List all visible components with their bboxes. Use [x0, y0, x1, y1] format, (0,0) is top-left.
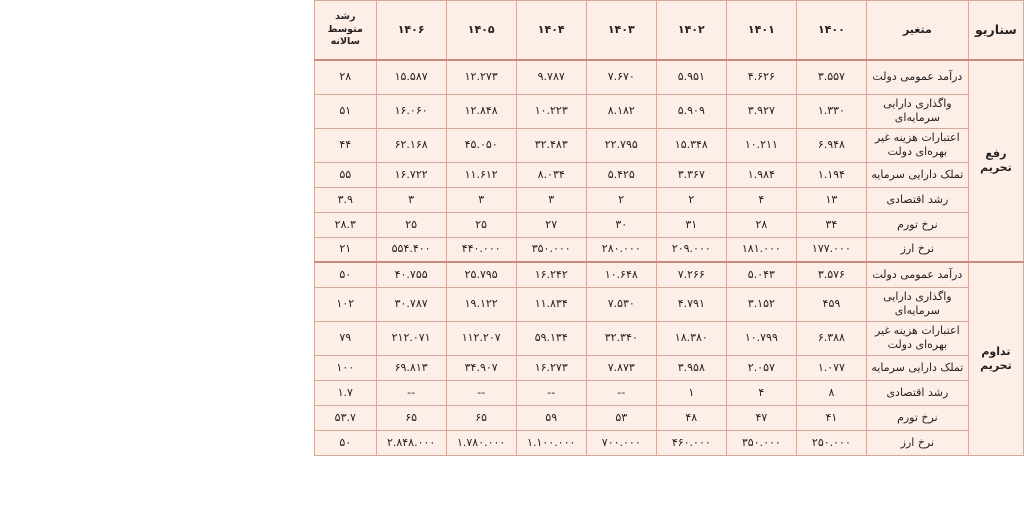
cell-value: ۱۷۷.۰۰۰: [796, 237, 866, 262]
cell-value: ۱۹.۱۲۲: [446, 287, 516, 321]
cell-value: ۶۵: [376, 405, 446, 430]
cell-value: ۲: [586, 187, 656, 212]
cell-value: --: [446, 380, 516, 405]
table-row: [315, 128, 1024, 162]
cell-value: ۱.۷۸۰.۰۰۰: [446, 430, 516, 455]
scenario-projection-table: [314, 0, 1024, 456]
cell-growth: ۲۱: [315, 237, 377, 262]
cell-value: ۳۵۰.۰۰۰: [516, 237, 586, 262]
cell-value: ۷.۸۷۳: [586, 355, 656, 380]
cell-value: ۱۲.۸۴۸: [446, 94, 516, 128]
header-year-1403: ۱۴۰۳: [586, 1, 656, 61]
table-row: [315, 355, 1024, 380]
cell-growth: ۳.۹: [315, 187, 377, 212]
header-year-1400: ۱۴۰۰: [796, 1, 866, 61]
cell-value: --: [586, 380, 656, 405]
cell-value: ۱.۹۸۴: [726, 162, 796, 187]
table-row: [315, 262, 1024, 287]
variable-label: تملک دارایی سرمایه: [866, 162, 968, 187]
cell-value: ۵۹: [516, 405, 586, 430]
cell-value: ۳۲.۳۴۰: [586, 321, 656, 355]
cell-value: ۳۵۰.۰۰۰: [726, 430, 796, 455]
cell-value: ۲۸۰.۰۰۰: [586, 237, 656, 262]
cell-value: ۶.۹۴۸: [796, 128, 866, 162]
cell-value: ۴۶۰.۰۰۰: [656, 430, 726, 455]
cell-value: ۵۵۴.۴۰۰: [376, 237, 446, 262]
cell-value: ۳: [376, 187, 446, 212]
table-body: [315, 60, 1024, 455]
cell-value: ۱۶.۲۴۲: [516, 262, 586, 287]
cell-growth: ۵۵: [315, 162, 377, 187]
variable-label: واگذاری دارایی سرمایه‌ای: [866, 94, 968, 128]
table-row: [315, 430, 1024, 455]
cell-value: ۱.۳۳۰: [796, 94, 866, 128]
cell-value: ۱.۱۰۰.۰۰۰: [516, 430, 586, 455]
cell-value: ۴۱: [796, 405, 866, 430]
cell-value: ۱۰.۲۱۱: [726, 128, 796, 162]
variable-label: اعتبارات هزینه غیر بهره‌ای دولت: [866, 321, 968, 355]
cell-value: ۱: [656, 380, 726, 405]
table-row: [315, 187, 1024, 212]
table-row: [315, 237, 1024, 262]
cell-value: ۸.۰۳۴: [516, 162, 586, 187]
cell-growth: ۲۸.۳: [315, 212, 377, 237]
cell-value: ۵.۰۴۳: [726, 262, 796, 287]
cell-growth: ۴۴: [315, 128, 377, 162]
cell-value: --: [516, 380, 586, 405]
cell-value: ۳۰.۷۸۷: [376, 287, 446, 321]
table-row: [315, 380, 1024, 405]
cell-value: ۴۴۰.۰۰۰: [446, 237, 516, 262]
cell-value: ۱۰.۷۹۹: [726, 321, 796, 355]
header-row: [315, 1, 1024, 61]
table-row: [315, 212, 1024, 237]
cell-value: ۲۵: [376, 212, 446, 237]
cell-value: ۲۲.۷۹۵: [586, 128, 656, 162]
cell-value: ۳: [516, 187, 586, 212]
cell-value: ۲۱۲.۰۷۱: [376, 321, 446, 355]
variable-label: رشد اقتصادی: [866, 380, 968, 405]
cell-value: ۲.۰۵۷: [726, 355, 796, 380]
cell-value: ۳: [446, 187, 516, 212]
cell-value: ۲۰۹.۰۰۰: [656, 237, 726, 262]
cell-growth: ۷۹: [315, 321, 377, 355]
cell-value: ۶۵: [446, 405, 516, 430]
variable-label: نرخ ارز: [866, 430, 968, 455]
cell-value: ۳.۵۷۶: [796, 262, 866, 287]
cell-value: ۳.۹۲۷: [726, 94, 796, 128]
cell-value: ۳.۵۵۷: [796, 60, 866, 94]
cell-value: ۷.۵۳۰: [586, 287, 656, 321]
table-row: [315, 287, 1024, 321]
cell-value: ۵۹.۱۳۴: [516, 321, 586, 355]
cell-value: ۵.۹۰۹: [656, 94, 726, 128]
cell-growth: ۵۰: [315, 262, 377, 287]
variable-label: نرخ تورم: [866, 405, 968, 430]
cell-value: ۳۱: [656, 212, 726, 237]
cell-value: ۴۰.۷۵۵: [376, 262, 446, 287]
cell-value: ۳۴: [796, 212, 866, 237]
header-year-1405: ۱۴۰۵: [446, 1, 516, 61]
cell-growth: ۲۸: [315, 60, 377, 94]
cell-value: ۱.۰۷۷: [796, 355, 866, 380]
cell-value: ۱۱۲.۲۰۷: [446, 321, 516, 355]
cell-value: ۱۵.۳۴۸: [656, 128, 726, 162]
cell-value: ۵۳: [586, 405, 656, 430]
cell-value: ۹.۷۸۷: [516, 60, 586, 94]
header-average-growth: رشد متوسط سالانه: [315, 1, 377, 61]
cell-value: ۳۴.۹۰۷: [446, 355, 516, 380]
header-year-1402: ۱۴۰۲: [656, 1, 726, 61]
header-year-1406: ۱۴۰۶: [376, 1, 446, 61]
variable-label: اعتبارات هزینه غیر بهره‌ای دولت: [866, 128, 968, 162]
cell-value: ۳۲.۴۸۳: [516, 128, 586, 162]
cell-value: --: [376, 380, 446, 405]
cell-value: ۱۶.۰۶۰: [376, 94, 446, 128]
scenario-cell-lifting-sanctions: رفع تحریم: [968, 60, 1023, 262]
cell-value: ۵.۴۲۵: [586, 162, 656, 187]
cell-value: ۱۸.۳۸۰: [656, 321, 726, 355]
cell-value: ۳۰: [586, 212, 656, 237]
cell-value: ۸: [796, 380, 866, 405]
cell-value: ۲.۸۴۸.۰۰۰: [376, 430, 446, 455]
cell-value: ۴۵۹: [796, 287, 866, 321]
cell-value: ۴: [726, 380, 796, 405]
cell-growth: ۱۰۲: [315, 287, 377, 321]
variable-label: درآمد عمومی دولت: [866, 60, 968, 94]
cell-value: ۱۵.۵۸۷: [376, 60, 446, 94]
cell-value: ۶۹.۸۱۳: [376, 355, 446, 380]
header-year-1404: ۱۴۰۴: [516, 1, 586, 61]
cell-value: ۴: [726, 187, 796, 212]
cell-value: ۲۷: [516, 212, 586, 237]
table-header: [315, 1, 1024, 61]
cell-value: ۴۷: [726, 405, 796, 430]
cell-value: ۳.۱۵۲: [726, 287, 796, 321]
variable-label: نرخ تورم: [866, 212, 968, 237]
cell-value: ۱۰.۲۲۳: [516, 94, 586, 128]
cell-value: ۱۶.۷۲۲: [376, 162, 446, 187]
cell-value: ۱۳: [796, 187, 866, 212]
cell-value: ۱۸۱.۰۰۰: [726, 237, 796, 262]
cell-value: ۱۱.۸۳۴: [516, 287, 586, 321]
cell-value: ۷.۲۶۶: [656, 262, 726, 287]
header-year-1401: ۱۴۰۱: [726, 1, 796, 61]
cell-value: ۶.۳۸۸: [796, 321, 866, 355]
variable-label: تملک دارایی سرمایه: [866, 355, 968, 380]
table-row: [315, 162, 1024, 187]
cell-value: ۱۰.۶۴۸: [586, 262, 656, 287]
header-variable: متغیر: [866, 1, 968, 61]
cell-value: ۴۵.۰۵۰: [446, 128, 516, 162]
scenario-cell-continued-sanctions: تداوم تحریم: [968, 262, 1023, 455]
table-row: [315, 405, 1024, 430]
table-row: [315, 321, 1024, 355]
variable-label: نرخ ارز: [866, 237, 968, 262]
cell-value: ۴.۷۹۱: [656, 287, 726, 321]
cell-value: ۳.۳۶۷: [656, 162, 726, 187]
variable-label: رشد اقتصادی: [866, 187, 968, 212]
cell-value: ۱۲.۲۷۳: [446, 60, 516, 94]
cell-value: ۶۲.۱۶۸: [376, 128, 446, 162]
cell-growth: ۵۱: [315, 94, 377, 128]
cell-growth: ۵۰: [315, 430, 377, 455]
variable-label: واگذاری دارایی سرمایه‌ای: [866, 287, 968, 321]
cell-growth: ۵۳.۷: [315, 405, 377, 430]
cell-value: ۲۸: [726, 212, 796, 237]
cell-value: ۱۱.۶۱۲: [446, 162, 516, 187]
cell-value: ۸.۱۸۲: [586, 94, 656, 128]
cell-value: ۷۰۰.۰۰۰: [586, 430, 656, 455]
variable-label: درآمد عمومی دولت: [866, 262, 968, 287]
table-row: [315, 60, 1024, 94]
cell-value: ۴.۶۲۶: [726, 60, 796, 94]
cell-growth: ۱.۷: [315, 380, 377, 405]
cell-value: ۵.۹۵۱: [656, 60, 726, 94]
cell-value: ۱.۱۹۴: [796, 162, 866, 187]
cell-value: ۲۵: [446, 212, 516, 237]
cell-value: ۲: [656, 187, 726, 212]
table-row: [315, 94, 1024, 128]
cell-value: ۷.۶۷۰: [586, 60, 656, 94]
cell-value: ۱۶.۲۷۳: [516, 355, 586, 380]
cell-value: ۲۵۰.۰۰۰: [796, 430, 866, 455]
cell-value: ۲۵.۷۹۵: [446, 262, 516, 287]
cell-value: ۴۸: [656, 405, 726, 430]
header-scenario: سناریو: [968, 1, 1023, 61]
cell-value: ۳.۹۵۸: [656, 355, 726, 380]
cell-growth: ۱۰۰: [315, 355, 377, 380]
